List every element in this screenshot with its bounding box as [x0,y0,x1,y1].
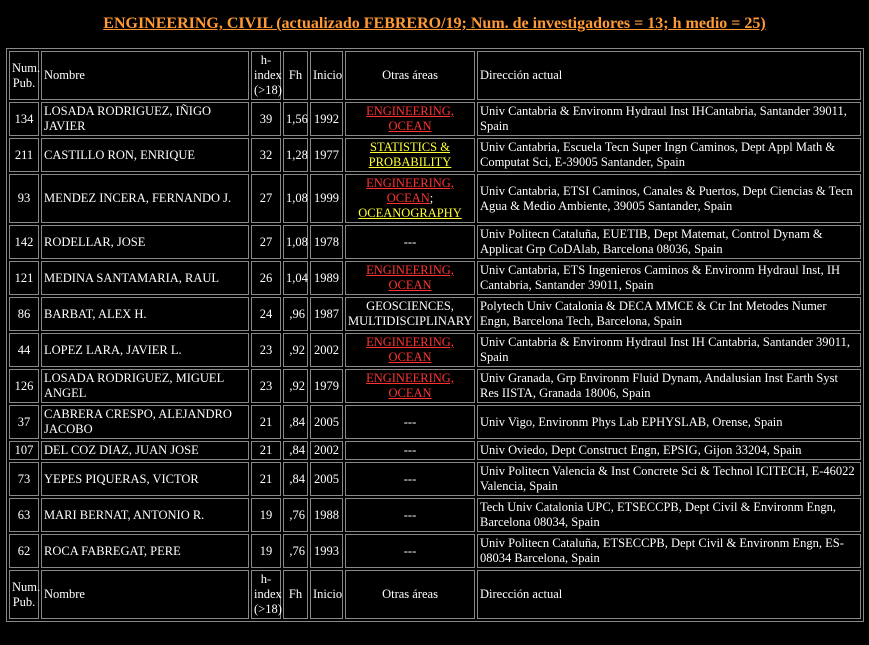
fh-cell: 1,08 [283,225,308,259]
num-pub-cell: 73 [9,462,39,496]
otras-areas-cell [345,138,475,172]
num-pub-cell: 62 [9,534,39,568]
area-text: --- [403,443,417,457]
name-cell: MARI BERNAT, ANTONIO R. [41,498,249,532]
header-fh: Fh [283,51,308,100]
num-pub-cell: 93 [9,174,39,223]
num-pub-cell: 37 [9,405,39,439]
name-cell: LOPEZ LARA, JAVIER L. [41,333,249,367]
area-link[interactable]: ENGINEERING, OCEAN [366,176,454,205]
header-direccion: Dirección actual [477,51,861,100]
hindex-cell: 24 [251,297,281,331]
hindex-cell: 23 [251,333,281,367]
inicio-cell: 1977 [310,138,343,172]
inicio-cell: 1979 [310,369,343,403]
area-text: --- [403,414,417,429]
area-text: --- [403,543,417,558]
fh-cell: 1,08 [283,174,308,223]
footer-hindex: h-index (>18) [251,570,281,619]
num-pub-cell: 134 [9,102,39,136]
name-cell: MEDINA SANTAMARIA, RAUL [41,261,249,295]
otras-areas-cell [345,534,475,568]
hindex-cell: 21 [251,441,281,460]
header-num-pub: Num. Pub. [9,51,39,100]
area-text: --- [403,234,417,249]
direccion-cell: Univ Cantabria, ETSI Caminos, Canales & Puertos, Dept Ciencias & Tecn Agua & Medio Ambiente, 39005 Santander, Spain [477,174,861,223]
otras-areas-cell [345,102,475,136]
page-title: ENGINEERING, CIVIL (actualizado FEBRERO/19; Num. de investigadores = 13; h medio = 25) [103,15,766,32]
footer-otras-areas: Otras áreas [345,570,475,619]
area-link[interactable]: ENGINEERING, OCEAN [366,335,454,364]
area-text: --- [403,471,417,486]
table-row [9,174,861,223]
num-pub-cell: 63 [9,498,39,532]
table-row [9,102,861,136]
fh-cell: ,84 [283,462,308,496]
inicio-cell: 1999 [310,174,343,223]
num-pub-cell: 121 [9,261,39,295]
name-cell: CABRERA CRESPO, ALEJANDRO JACOBO [41,405,249,439]
name-cell: YEPES PIQUERAS, VICTOR [41,462,249,496]
area-link[interactable]: STATISTICS & PROBABILITY [368,140,452,169]
hindex-cell: 19 [251,534,281,568]
fh-cell: ,84 [283,405,308,439]
num-pub-cell: 126 [9,369,39,403]
otras-areas-cell [345,405,475,439]
footer-fh: Fh [283,570,308,619]
direccion-cell: Univ Politecn Valencia & Inst Concrete Sci & Technol ICITECH, E-46022 Valencia, Spain [477,462,861,496]
inicio-cell: 2002 [310,333,343,367]
hindex-cell: 23 [251,369,281,403]
fh-cell: 1,28 [283,138,308,172]
inicio-cell: 1993 [310,534,343,568]
direccion-cell: Polytech Univ Catalonia & DECA MMCE & Ctr Int Metodes Numer Engn, Barcelona Tech, Barcelona, Spain [477,297,861,331]
researchers-table [6,48,864,622]
otras-areas-cell [345,297,475,331]
fh-cell: 1,04 [283,261,308,295]
direccion-cell: Univ Cantabria, ETS Ingenieros Caminos & Environm Hydraul Inst, IH Cantabria, Santander 39011, Spain [477,261,861,295]
table-row [9,261,861,295]
otras-areas-cell [345,462,475,496]
header-nombre: Nombre [41,51,249,100]
inicio-cell: 1987 [310,297,343,331]
header-inicio: Inicio [310,51,343,100]
num-pub-cell: 211 [9,138,39,172]
footer-inicio: Inicio [310,570,343,619]
area-link[interactable]: OCEANOGRAPHY [358,206,462,220]
fh-cell: ,76 [283,534,308,568]
inicio-cell: 2002 [310,441,343,460]
table-footer-row [9,570,861,619]
table-row [9,297,861,331]
footer-nombre: Nombre [41,570,249,619]
name-cell: ROCA FABREGAT, PERE [41,534,249,568]
name-cell: CASTILLO RON, ENRIQUE [41,138,249,172]
inicio-cell: 1988 [310,498,343,532]
area-text: --- [403,507,417,522]
name-cell: LOSADA RODRIGUEZ, IÑIGO JAVIER [41,102,249,136]
direccion-cell: Tech Univ Catalonia UPC, ETSECCPB, Dept Civil & Environm Engn, Barcelona 08034, Spain [477,498,861,532]
table-row [9,369,861,403]
direccion-cell: Univ Cantabria, Escuela Tecn Super Ingn Caminos, Dept Appl Math & Computat Sci, E-39005 Santander, Spain [477,138,861,172]
num-pub-cell: 44 [9,333,39,367]
num-pub-cell: 142 [9,225,39,259]
fh-cell: ,92 [283,369,308,403]
otras-areas-cell [345,261,475,295]
direccion-cell: Univ Politecn Cataluña, ETSECCPB, Dept Civil & Environm Engn, ES-08034 Barcelona, Spain [477,534,861,568]
area-text: GEOSCIENCES, MULTIDISCIPLINARY [348,299,473,328]
direccion-cell: Univ Oviedo, Dept Construct Engn, EPSIG, Gijon 33204, Spain [477,441,861,460]
table-row [9,333,861,367]
hindex-cell: 19 [251,498,281,532]
inicio-cell: 1978 [310,225,343,259]
name-cell: LOSADA RODRIGUEZ, MIGUEL ANGEL [41,369,249,403]
hindex-cell: 21 [251,405,281,439]
name-cell: RODELLAR, JOSE [41,225,249,259]
hindex-cell: 39 [251,102,281,136]
otras-areas-cell [345,333,475,367]
table-row [9,462,861,496]
inicio-cell: 2005 [310,405,343,439]
inicio-cell: 1992 [310,102,343,136]
area-link[interactable]: ENGINEERING, OCEAN [366,371,454,400]
footer-direccion: Dirección actual [477,570,861,619]
table-row [9,225,861,259]
fh-cell: ,96 [283,297,308,331]
fh-cell: ,76 [283,498,308,532]
inicio-cell: 2005 [310,462,343,496]
otras-areas-cell: ENGINEERING, OCEAN; OCEANOGRAPHY [345,174,475,223]
footer-num-pub: Num. Pub. [9,570,39,619]
otras-areas-cell [345,441,475,460]
header-otras-areas: Otras áreas [345,51,475,100]
area-link[interactable]: ENGINEERING, OCEAN [366,104,454,133]
hindex-cell: 27 [251,174,281,223]
num-pub-cell: 86 [9,297,39,331]
table-header-row [9,51,861,100]
otras-areas-cell [345,369,475,403]
direccion-cell: Univ Cantabria & Environm Hydraul Inst IHCantabria, Santander 39011, Spain [477,102,861,136]
table-row [9,138,861,172]
direccion-cell: Univ Politecn Cataluña, EUETIB, Dept Matemat, Control Dynam & Applicat Grp CoDAlab, Barcelona 08036, Spain [477,225,861,259]
hindex-cell: 26 [251,261,281,295]
direccion-cell: Univ Granada, Grp Environm Fluid Dynam, Andalusian Inst Earth Syst Res IISTA, Granada 18006, Spain [477,369,861,403]
direccion-cell: Univ Vigo, Environm Phys Lab EPHYSLAB, Orense, Spain [477,405,861,439]
hindex-cell: 32 [251,138,281,172]
direccion-cell: Univ Cantabria & Environm Hydraul Inst IH Cantabria, Santander 39011, Spain [477,333,861,367]
fh-cell: ,84 [283,441,308,460]
name-cell: BARBAT, ALEX H. [41,297,249,331]
hindex-cell: 21 [251,462,281,496]
fh-cell: ,92 [283,333,308,367]
num-pub-cell: 107 [9,441,39,460]
fh-cell: 1,56 [283,102,308,136]
inicio-cell: 1989 [310,261,343,295]
otras-areas-cell [345,225,475,259]
name-cell: DEL COZ DIAZ, JUAN JOSE [41,441,249,460]
area-link[interactable]: ENGINEERING, OCEAN [366,263,454,292]
otras-areas-cell [345,498,475,532]
header-hindex: h-index (>18) [251,51,281,100]
hindex-cell: 27 [251,225,281,259]
table-row [9,441,861,460]
table-row [9,498,861,532]
table-row [9,405,861,439]
table-row [9,534,861,568]
name-cell: MENDEZ INCERA, FERNANDO J. [41,174,249,223]
